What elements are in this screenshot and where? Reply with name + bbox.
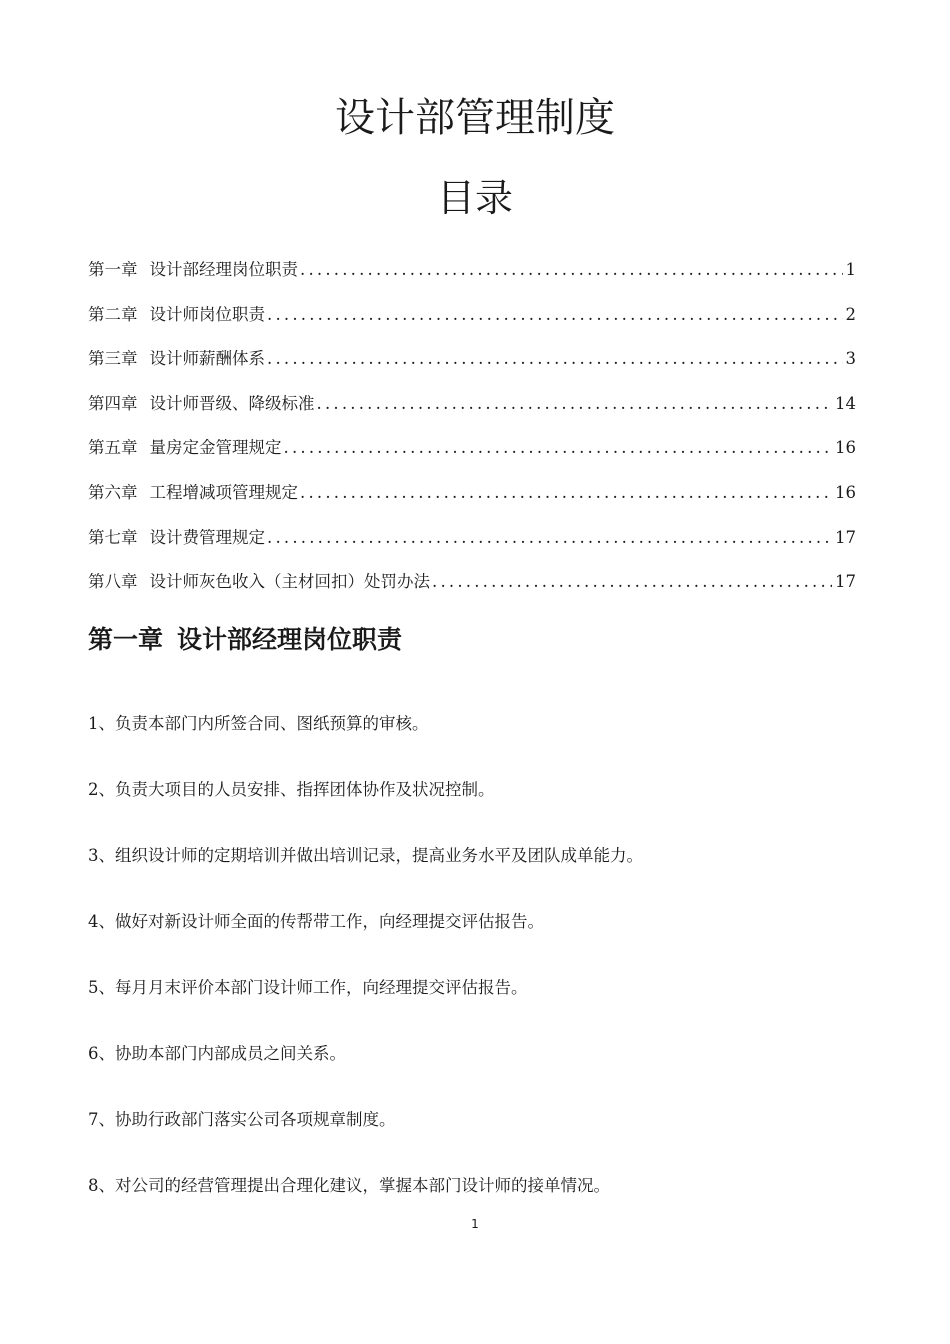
toc-page-number: 16 <box>835 482 856 502</box>
toc-chapter-title: 设计师灰色收入（主材回扣）处罚办法 <box>149 572 430 592</box>
toc-chapter-number: 第四章 <box>88 393 138 413</box>
toc-chapter-title: 设计师岗位职责 <box>149 304 265 324</box>
list-item: 8、对公司的经营管理提出合理化建议，掌握本部门设计师的接单情况。 <box>88 1176 610 1195</box>
toc-entry-1[interactable] <box>88 254 856 299</box>
toc-chapter-number: 第三章 <box>88 349 138 369</box>
toc-dot-leader <box>432 566 832 598</box>
toc-page-number: 3 <box>845 349 856 369</box>
toc-chapter-title: 设计部经理岗位职责 <box>149 260 298 279</box>
list-item: 2、负责大项目的人员安排、指挥团体协作及状况控制。 <box>88 780 495 799</box>
toc-chapter-number: 第七章 <box>88 527 138 547</box>
toc-entry-3[interactable] <box>88 343 856 388</box>
toc-entry-8[interactable] <box>88 566 856 611</box>
toc-page-number: 17 <box>835 527 856 547</box>
toc-dot-leader <box>267 343 843 375</box>
toc-entry-6[interactable] <box>88 477 856 522</box>
toc-dot-leader <box>300 254 843 286</box>
chapter-number: 第一章 <box>88 625 164 654</box>
toc-page-number: 2 <box>845 304 856 324</box>
chapter-title: 设计部经理岗位职责 <box>177 625 403 654</box>
list-item: 4、做好对新设计师全面的传帮带工作，向经理提交评估报告。 <box>88 912 544 931</box>
document-title: 设计部管理制度 <box>335 95 615 141</box>
toc-page-number: 1 <box>845 260 856 279</box>
toc-chapter-number: 第一章 <box>88 260 138 279</box>
list-item: 5、每月月末评价本部门设计师工作，向经理提交评估报告。 <box>88 978 528 997</box>
toc-entry-5[interactable] <box>88 432 856 477</box>
toc-dot-leader <box>267 299 843 331</box>
toc-chapter-number: 第八章 <box>88 572 138 592</box>
toc-chapter-number: 第五章 <box>88 438 138 458</box>
toc-chapter-title: 设计师薪酬体系 <box>149 349 265 369</box>
toc-chapter-number: 第六章 <box>88 482 138 502</box>
toc-dot-leader <box>284 432 833 464</box>
toc-chapter-title: 设计费管理规定 <box>149 527 265 547</box>
toc-entry-4[interactable] <box>88 388 856 433</box>
toc-title: 目录 <box>436 176 513 220</box>
toc-entry-2[interactable] <box>88 299 856 344</box>
toc-dot-leader <box>300 477 832 509</box>
list-item: 7、协助行政部门落实公司各项规章制度。 <box>88 1110 396 1129</box>
toc-page-number: 16 <box>835 438 856 458</box>
toc-chapter-number: 第二章 <box>88 304 138 324</box>
toc-entry-7[interactable] <box>88 522 856 567</box>
list-item: 6、协助本部门内部成员之间关系。 <box>88 1044 346 1063</box>
toc-chapter-title: 量房定金管理规定 <box>149 438 282 458</box>
page-number: 1 <box>471 1217 479 1231</box>
toc-page-number: 17 <box>835 572 856 592</box>
list-item: 1、负责本部门内所签合同、图纸预算的审核。 <box>88 714 429 733</box>
toc-dot-leader <box>267 522 832 554</box>
list-item: 3、组织设计师的定期培训并做出培训记录，提高业务水平及团队成单能力。 <box>88 846 643 865</box>
toc-page-number: 14 <box>835 393 856 413</box>
toc-dot-leader <box>317 388 833 420</box>
toc-chapter-title: 设计师晋级、降级标准 <box>149 393 315 413</box>
duty-list <box>88 704 868 1232</box>
toc-chapter-title: 工程增减项管理规定 <box>149 482 298 502</box>
table-of-contents <box>88 254 856 611</box>
chapter-heading <box>88 618 402 662</box>
